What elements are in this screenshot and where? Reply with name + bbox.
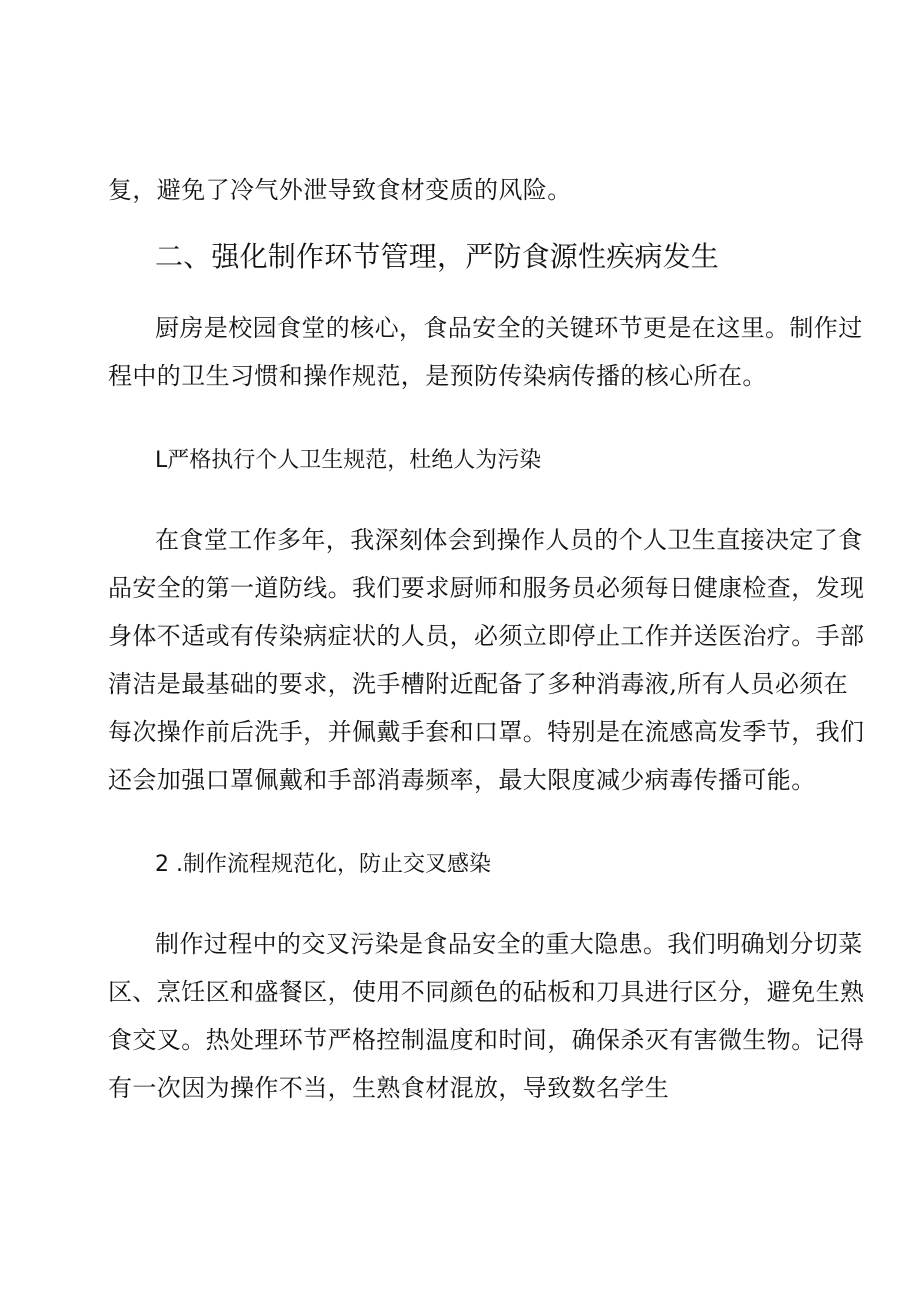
sub1-para-line-1: 在食堂工作多年，我深刻体会到操作人员的个人卫生直接决定了食 [155,526,863,554]
subsection-1-title: L严格执行个人卫生规范，杜绝人为污染 [155,448,542,473]
section-heading: 二、强化制作环节管理，严防食源性疾病发生 [155,240,720,273]
sub2-para-line-2: 区、烹饪区和盛餐区，使用不同颜色的砧板和刀具进行区分，避免生熟 [108,978,865,1006]
sub1-para-line-3: 身体不适或有传染病症状的人员，必须立即停止工作并送医治疗。手部 [108,622,865,650]
section-para-line-2: 程中的卫生习惯和操作规范，是预防传染病传播的核心所在。 [108,362,767,390]
sub1-para-line-6: 还会加强口罩佩戴和手部消毒频率，最大限度减少病毒传播可能。 [108,766,816,794]
sub1-para-line-5: 每次操作前后洗手，并佩戴手套和口罩。特别是在流感高发季节，我们 [108,718,865,746]
sub2-para-line-3: 食交叉。热处理环节严格控制温度和时间，确保杀灭有害微生物。记得 [108,1026,865,1054]
section-para-line-1: 厨房是校园食堂的核心，食品安全的关键环节更是在这里。制作过 [155,314,863,342]
sub1-para-line-2: 品安全的第一道防线。我们要求厨师和服务员必须每日健康检查，发现 [108,574,865,602]
sub1-para-line-4: 清洁是最基础的要求，洗手槽附近配备了多种消毒液,所有人员必须在 [108,670,849,698]
intro-tail-line: 复，避免了冷气外泄导致食材变质的风险。 [108,176,572,204]
subsection-2-title: 2 .制作流程规范化，防止交叉感染 [155,852,491,877]
sub2-para-line-1: 制作过程中的交叉污染是食品安全的重大隐患。我们明确划分切菜 [155,930,863,958]
sub2-para-line-4: 有一次因为操作不当，生熟食材混放，导致数名学生 [108,1074,670,1102]
